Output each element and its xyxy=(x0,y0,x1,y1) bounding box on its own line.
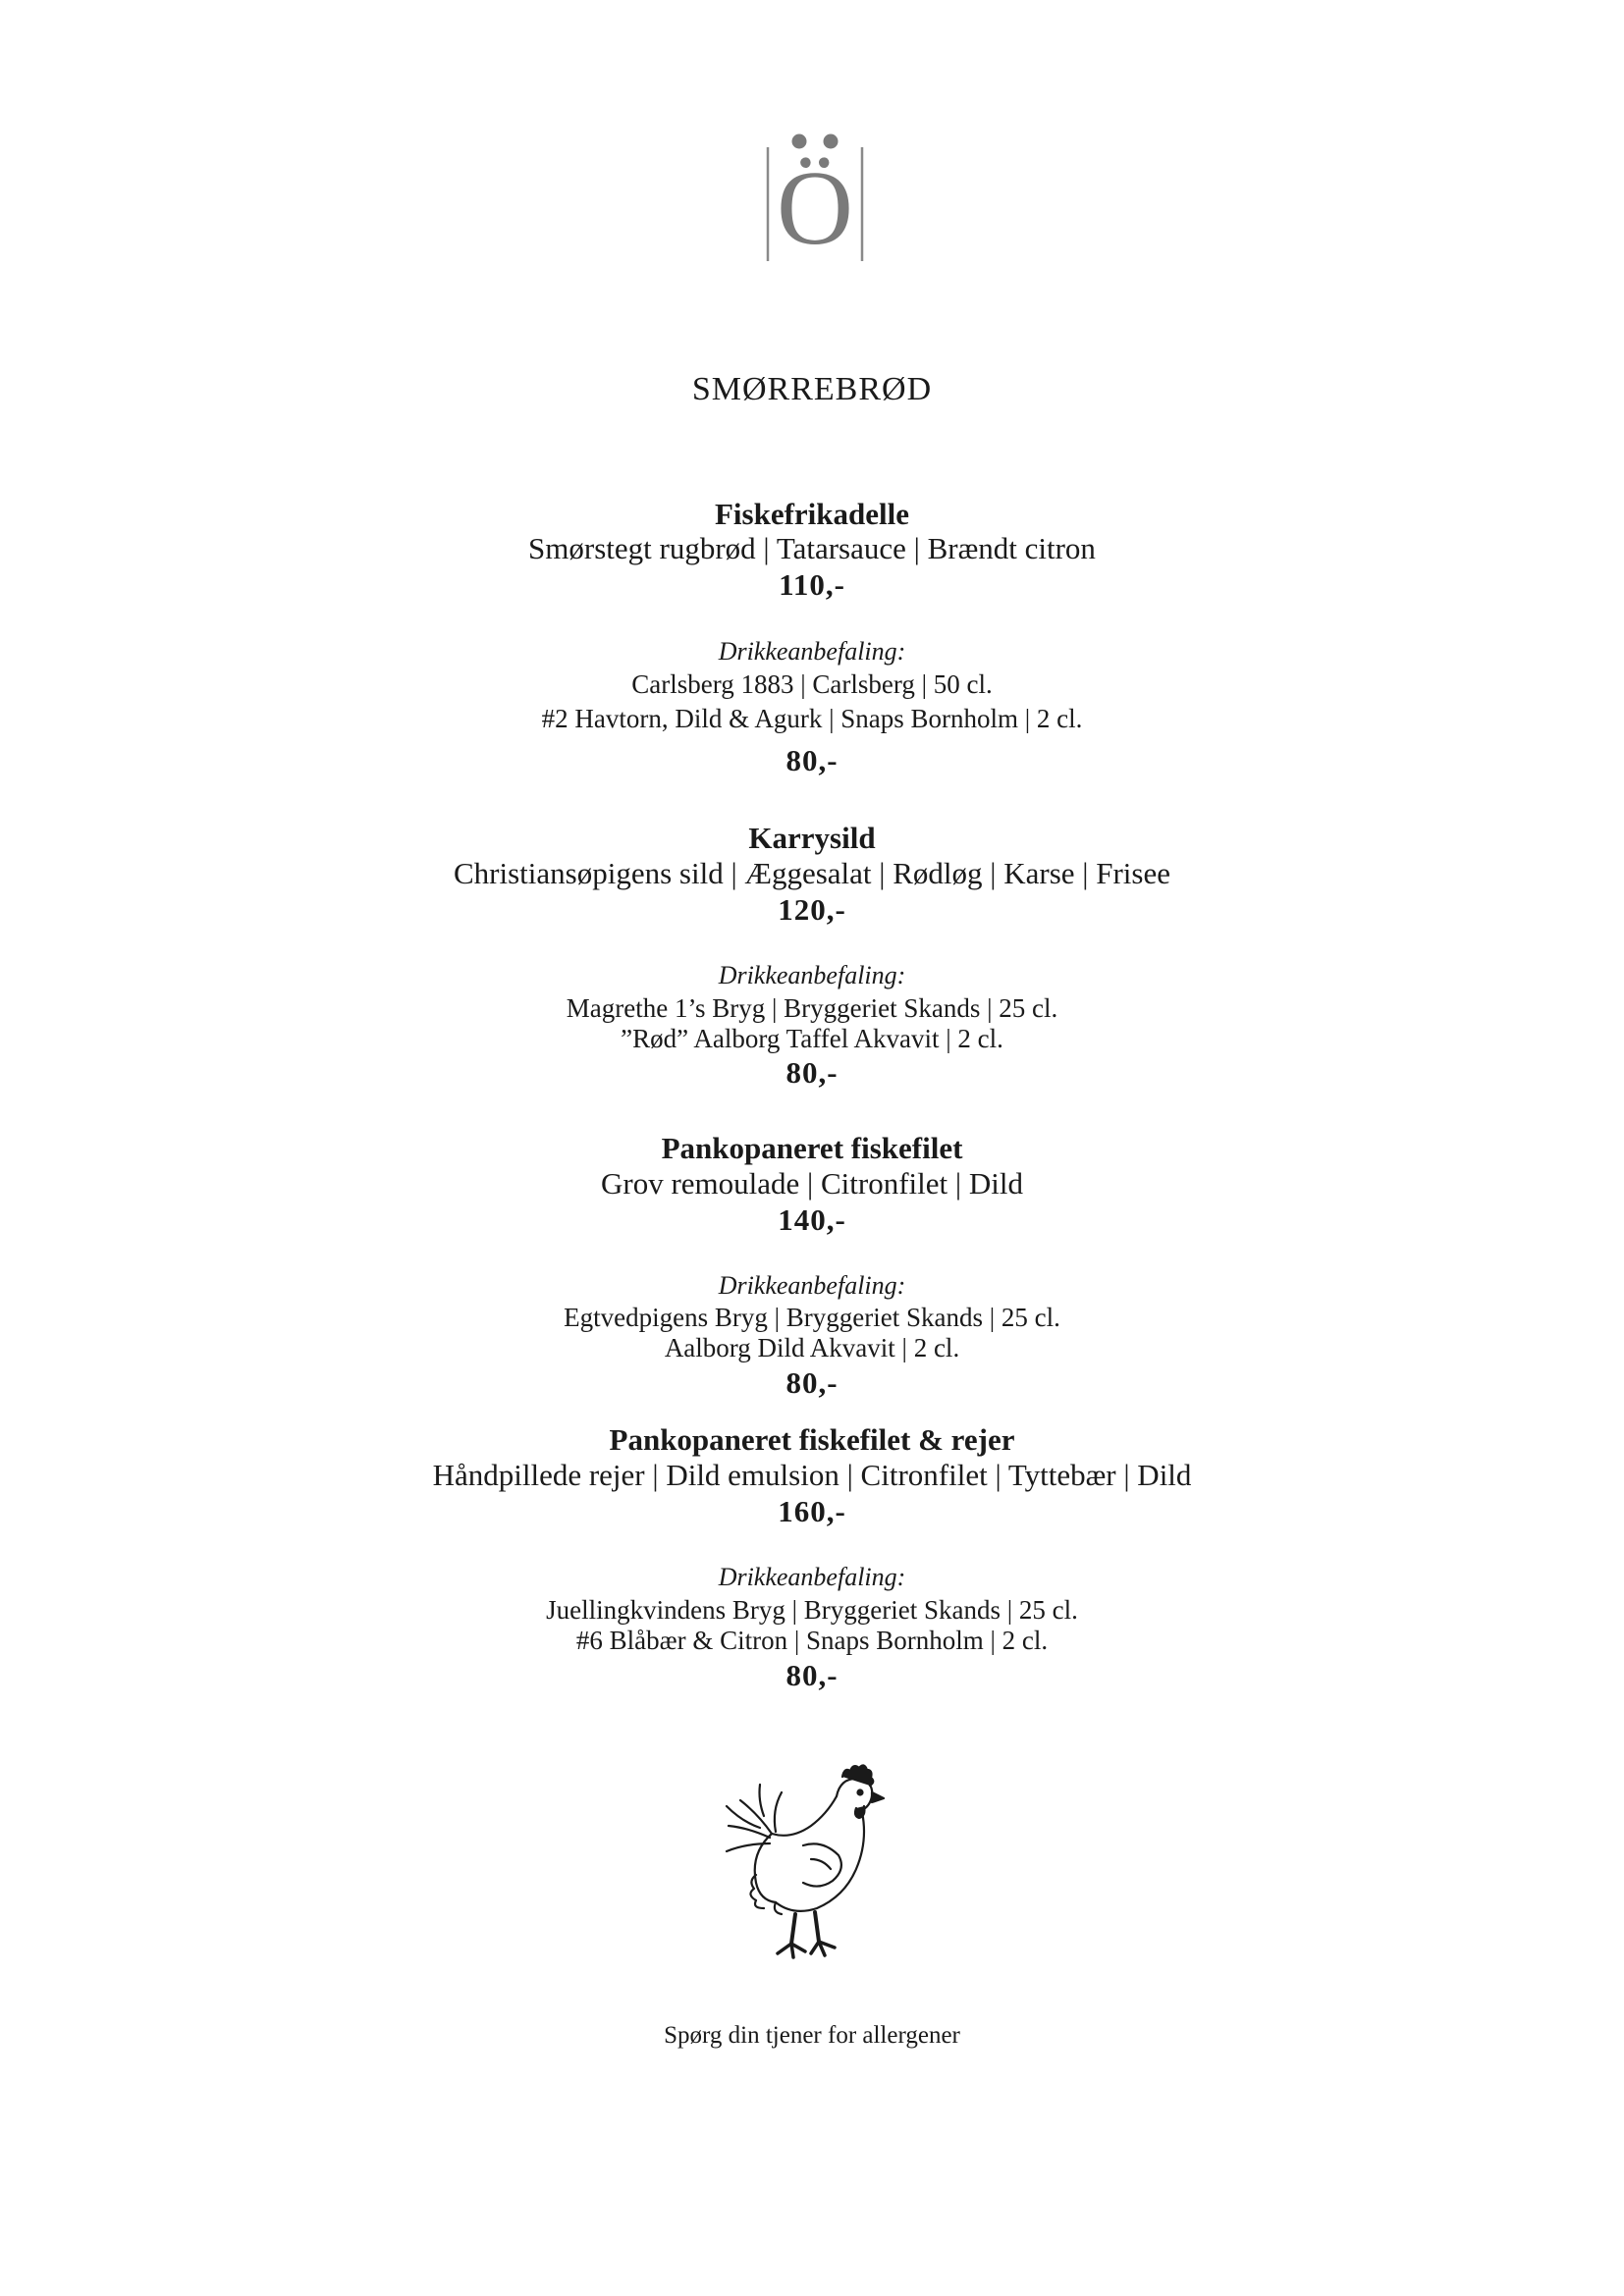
dish-description: Håndpillede rejer | Dild emulsion | Citronfilet | Tyttebær | Dild xyxy=(432,1458,1192,1492)
drink-item: Aalborg Dild Akvavit | 2 cl. xyxy=(664,1333,960,1362)
dish-price: 140,- xyxy=(778,1202,846,1237)
page-title: SMØRREBRØD xyxy=(691,371,933,407)
drink-price: 80,- xyxy=(785,1365,839,1400)
dish-price: 120,- xyxy=(778,892,846,927)
allergen-note: Spørg din tjener for allergener xyxy=(664,2022,960,2049)
drink-label: Drikkeanbefaling: xyxy=(718,1563,906,1591)
drink-item: #6 Blåbær & Citron | Snaps Bornholm | 2 cl. xyxy=(575,1626,1049,1655)
dish-name: Pankopaneret fiskefilet xyxy=(661,1131,963,1165)
drink-price: 80,- xyxy=(785,743,839,777)
drink-item: Magrethe 1’s Bryg | Bryggeriet Skands | 25 cl. xyxy=(566,993,1058,1023)
dish-description: Grov remoulade | Citronfilet | Dild xyxy=(601,1166,1023,1201)
dish-price: 160,- xyxy=(778,1494,846,1528)
dish-price: 110,- xyxy=(779,567,845,602)
drink-label: Drikkeanbefaling: xyxy=(718,637,906,666)
logo-letter: Ö xyxy=(777,150,853,263)
drink-item: Juellingkvindens Bryg | Bryggeriet Skands | 25 cl. xyxy=(546,1595,1078,1625)
drink-label: Drikkeanbefaling: xyxy=(718,961,906,989)
restaurant-logo xyxy=(763,126,867,263)
dish-description: Christiansøpigens sild | Æggesalat | Rødløg | Karse | Frisee xyxy=(454,856,1170,890)
drink-label: Drikkeanbefaling: xyxy=(718,1271,906,1300)
drink-item: Carlsberg 1883 | Carlsberg | 50 cl. xyxy=(631,669,993,699)
drink-item: ”Rød” Aalborg Taffel Akvavit | 2 cl. xyxy=(621,1024,1003,1053)
dish-name: Karrysild xyxy=(748,821,876,855)
dish-name: Fiskefrikadelle xyxy=(714,497,910,531)
drink-item: Egtvedpigens Bryg | Bryggeriet Skands | 25 cl. xyxy=(564,1303,1060,1332)
dish-description: Smørstegt rugbrød | Tatarsauce | Brændt citron xyxy=(528,531,1096,565)
dish-name: Pankopaneret fiskefilet & rejer xyxy=(609,1422,1015,1457)
drink-price: 80,- xyxy=(785,1055,839,1090)
rooster-icon xyxy=(717,1757,893,1963)
drink-price: 80,- xyxy=(785,1658,839,1692)
drink-item: #2 Havtorn, Dild & Agurk | Snaps Bornholm | 2 cl. xyxy=(541,704,1083,733)
